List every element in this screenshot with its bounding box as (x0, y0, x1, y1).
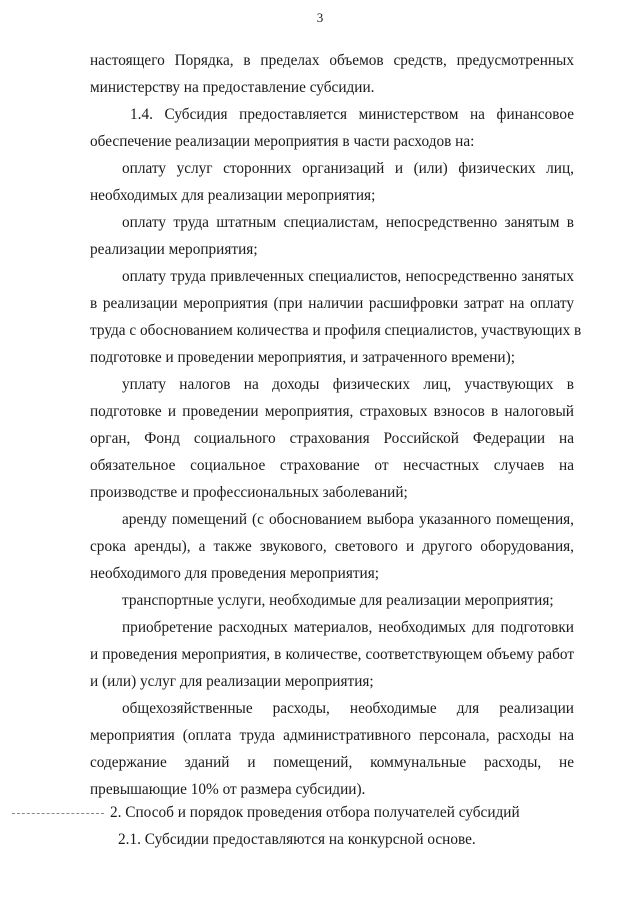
paragraph-line: министерству на предоставление субсидии. (90, 79, 375, 96)
list-item-line: и (или) услуг для реализации мероприятия; (90, 673, 374, 690)
list-item-line: подготовке и проведении мероприятия, и затраченного времени); (90, 349, 515, 366)
list-item-line: превышающие 10% от размера субсидии). (90, 781, 366, 798)
list-item-line: приобретение расходных материалов, необходимых для подготовки (122, 619, 574, 636)
clause-line: 2.1. Субсидии предоставляются на конкурсной основе. (118, 831, 476, 848)
list-item-line: оплату труда штатным специалистам, непосредственно занятым в (122, 214, 574, 231)
list-item-line: срока аренды), а также звукового, светового и другого оборудования, (90, 538, 574, 555)
list-item-line: транспортные услуги, необходимые для реализации мероприятия; (122, 592, 554, 609)
page-number: 3 (316, 10, 324, 25)
list-item-line: в реализации мероприятия (при наличии расшифровки затрат на оплату (90, 295, 574, 312)
list-item-line: необходимых для реализации мероприятия; (90, 187, 376, 204)
list-item-line: подготовке и проведении мероприятия, страховых взносов в налоговый (90, 403, 574, 420)
list-item-line: содержание зданий и помещений, коммунальные расходы, не (90, 754, 574, 771)
list-item-line: уплату налогов на доходы физических лиц, участвующих в (122, 376, 574, 393)
list-item-line: реализации мероприятия; (90, 241, 258, 258)
list-item-line: аренду помещений (с обоснованием выбора указанного помещения, (122, 511, 574, 528)
list-item-line: мероприятия (оплата труда административного персонала, расходы на (90, 727, 574, 744)
list-item-line: оплату услуг сторонних организаций и (или) физических лиц, (122, 160, 574, 177)
clause-heading-line: 1.4. Субсидия предоставляется министерством на финансовое (130, 106, 574, 123)
paragraph-line: настоящего Порядка, в пределах объемов средств, предусмотренных (90, 52, 574, 69)
paragraph-line: обеспечение реализации мероприятия в части расходов на: (90, 133, 475, 150)
scan-dash-mark (12, 813, 104, 814)
section-heading: 2. Способ и порядок проведения отбора получателей субсидий (110, 804, 520, 821)
list-item-line: и проведения мероприятия, в количестве, соответствующем объему работ (90, 646, 574, 663)
list-item-line: труда с обоснованием количества и профиля специалистов, участвующих в (90, 322, 582, 339)
list-item-line: общехозяйственные расходы, необходимые для реализации (122, 700, 574, 717)
list-item-line: орган, Фонд социального страхования Российской Федерации на (90, 430, 574, 447)
list-item-line: необходимого для проведения мероприятия; (90, 565, 380, 582)
list-item-line: производстве и профессиональных заболеваний; (90, 484, 408, 501)
list-item-line: обязательное социальное страхование от несчастных случаев на (90, 457, 574, 474)
list-item-line: оплату труда привлеченных специалистов, непосредственно занятых (122, 268, 574, 285)
